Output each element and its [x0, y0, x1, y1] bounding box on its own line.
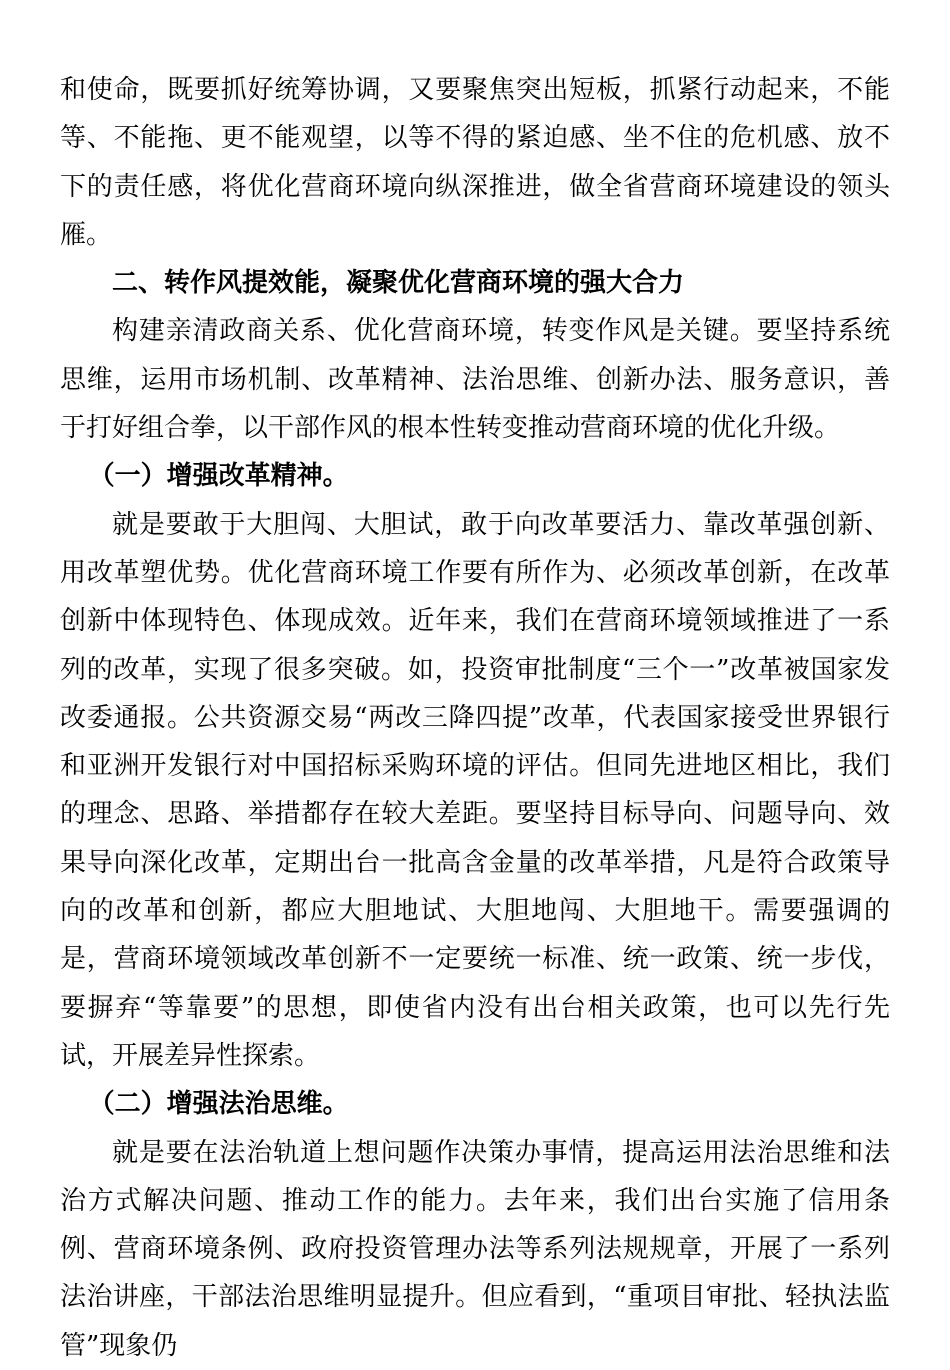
paragraph-continued: 和使命，既要抓好统筹协调，又要聚焦突出短板，抓紧行动起来，不能等、不能拖、更不能观望，以等不得的紧迫感、坐不住的危机感、放不下的责任感，将优化营商环境向纵深推进，做全省营商环境建设的领头雁。 [60, 75, 890, 250]
sub-heading-reform: （一）增强改革精神。 [88, 461, 349, 492]
sub-heading-rule-of-law: （二）增强法治思维。 [88, 1089, 349, 1120]
paragraph-rule-of-law: 就是要在法治轨道上想问题作决策办事情，提高运用法治思维和法治方式解决问题、推动工作的能力。去年来，我们出台实施了信用条例、营商环境条例、政府投资管理办法等系列法规规章，开展了一系列法治讲座，干部法治思维明显提升。但应看到，“重项目审批、轻执法监管”现象仍 [60, 1137, 890, 1361]
document-page [60, 66, 890, 1370]
section-heading-2: 二、转作风提效能，凝聚优化营商环境的强大合力 [112, 268, 685, 299]
paragraph-reform: 就是要敢于大胆闯、大胆试，敢于向改革要活力、靠改革强创新、用改革塑优势。优化营商环境工作要有所作为、必须改革创新，在改革创新中体现特色、体现成效。近年来，我们在营商环境领域推进了一系列的改革，实现了很多突破。如，投资审批制度“三个一”改革被国家发改委通报。公共资源交易“两改三降四提”改革，代表国家接受世界银行和亚洲开发银行对中国招标采购环境的评估。但同先进地区相比，我们的理念、思路、举措都存在较大差距。要坚持目标导向、问题导向、效果导向深化改革，定期出台一批高含金量的改革举措，凡是符合政策导向的改革和创新，都应大胆地试、大胆地闯、大胆地干。需要强调的是，营商环境领域改革创新不一定要统一标准、统一政策、统一步伐，要摒弃“等靠要”的思想，即使省内没有出台相关政策，也可以先行先试，开展差异性探索。 [60, 509, 890, 1071]
paragraph-section-2-intro: 构建亲清政商关系、优化营商环境，转变作风是关键。要坚持系统思维，运用市场机制、改革精神、法治思维、创新办法、服务意识，善于打好组合拳，以干部作风的根本性转变推动营商环境的优化升级。 [60, 316, 890, 444]
